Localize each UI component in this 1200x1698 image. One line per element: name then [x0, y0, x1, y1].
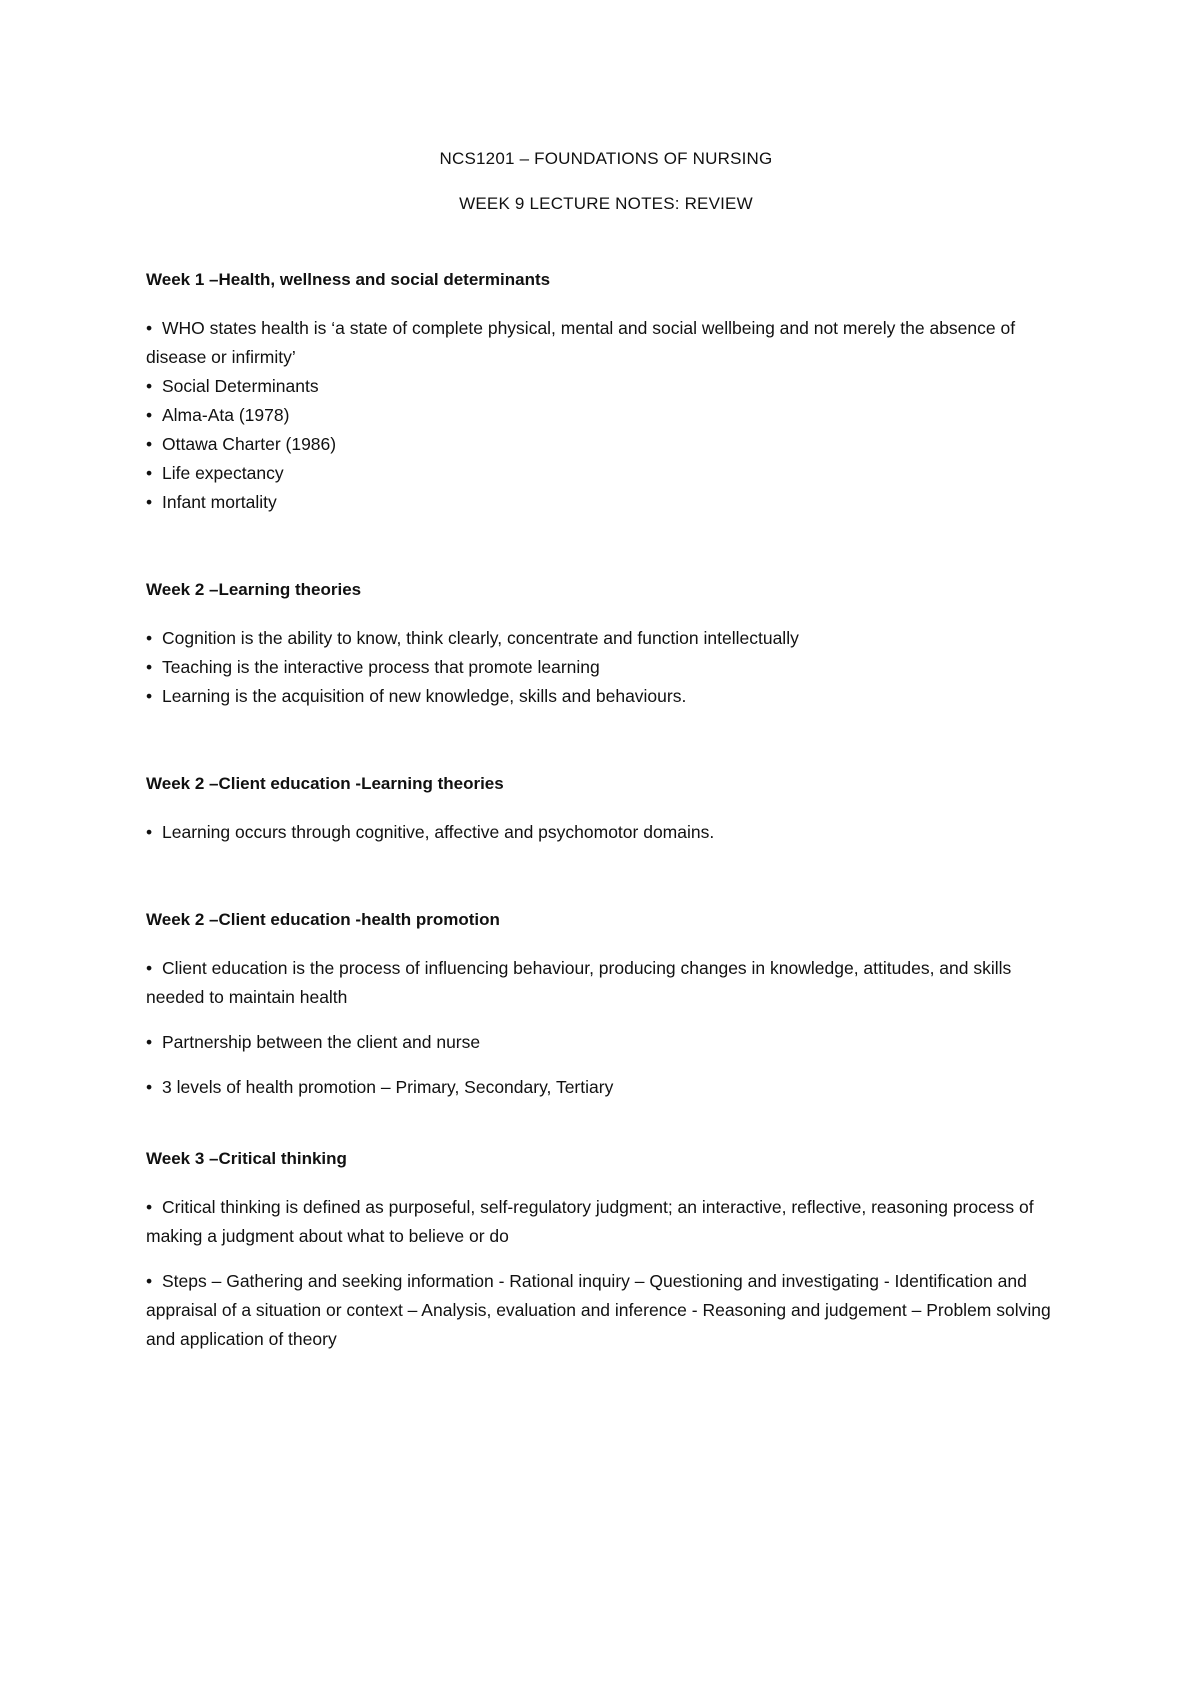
bullet-icon: • — [146, 376, 153, 396]
list-item-text: Ottawa Charter (1986) — [162, 434, 337, 454]
document-content — [146, 148, 1066, 1370]
bullet-icon: • — [146, 628, 153, 648]
list-item — [146, 430, 1066, 459]
list-item — [146, 314, 1066, 372]
list-item — [146, 1028, 1066, 1057]
list-item-text: Partnership between the client and nurse — [162, 1032, 481, 1052]
bullet-list — [146, 1193, 1066, 1354]
list-item-text: Alma-Ata (1978) — [162, 405, 290, 425]
list-item — [146, 372, 1066, 401]
bullet-list — [146, 954, 1066, 1102]
bullet-list — [146, 624, 1066, 711]
section-heading: Week 2 –Client education -health promotion — [146, 910, 500, 929]
section-week2-client-education-learning — [146, 773, 1066, 847]
list-item — [146, 1193, 1066, 1251]
list-item-text: Social Determinants — [162, 376, 319, 396]
bullet-icon: • — [146, 1271, 153, 1291]
bullet-icon: • — [146, 1197, 153, 1217]
list-item — [146, 624, 1066, 653]
list-item — [146, 818, 1066, 847]
list-item — [146, 954, 1066, 1012]
section-heading: Week 2 –Client education -Learning theories — [146, 774, 504, 793]
section-week3-critical-thinking — [146, 1148, 1066, 1354]
bullet-icon: • — [146, 434, 153, 454]
list-item — [146, 401, 1066, 430]
bullet-icon: • — [146, 1077, 153, 1097]
list-item-text: Infant mortality — [162, 492, 277, 512]
list-item — [146, 488, 1066, 517]
bullet-icon: • — [146, 463, 153, 483]
list-item — [146, 459, 1066, 488]
list-item-text: Learning occurs through cognitive, affective and psychomotor domains. — [162, 822, 715, 842]
section-week1-health — [146, 269, 1066, 517]
bullet-list — [146, 818, 1066, 847]
list-item-text: Steps – Gathering and seeking information - Rational inquiry – Questioning and investigating - Identification and appraisal of a situation or context – Analysis, evaluation and inference - Reasoning and judgement – Problem solving and application of theory — [146, 1271, 1051, 1349]
list-item — [146, 653, 1066, 682]
bullet-icon: • — [146, 686, 153, 706]
list-item — [146, 1073, 1066, 1102]
bullet-icon: • — [146, 318, 153, 338]
bullet-icon: • — [146, 405, 153, 425]
list-item-text: Cognition is the ability to know, think clearly, concentrate and function intellectually — [162, 628, 799, 648]
list-item-text: Client education is the process of influencing behaviour, producing changes in knowledge, attitudes, and skills needed to maintain health — [146, 958, 1012, 1007]
list-item — [146, 1267, 1066, 1354]
section-heading: Week 1 –Health, wellness and social determinants — [146, 270, 551, 289]
list-item-text: Teaching is the interactive process that promote learning — [162, 657, 600, 677]
bullet-list — [146, 314, 1066, 517]
list-item-text: 3 levels of health promotion – Primary, Secondary, Tertiary — [162, 1077, 614, 1097]
list-item-text: Critical thinking is defined as purposeful, self-regulatory judgment; an interactive, reflective, reasoning process of making a judgment about what to believe or do — [146, 1197, 1034, 1246]
bullet-icon: • — [146, 657, 153, 677]
section-week2-learning-theories — [146, 579, 1066, 711]
section-heading: Week 3 –Critical thinking — [146, 1149, 347, 1168]
section-heading: Week 2 –Learning theories — [146, 580, 362, 599]
bullet-icon: • — [146, 1032, 153, 1052]
section-week2-health-promotion — [146, 909, 1066, 1102]
bullet-icon: • — [146, 958, 153, 978]
list-item-text: Life expectancy — [162, 463, 284, 483]
bullet-icon: • — [146, 822, 153, 842]
list-item-text: Learning is the acquisition of new knowledge, skills and behaviours. — [162, 686, 687, 706]
bullet-icon: • — [146, 492, 153, 512]
document-title: NCS1201 – FOUNDATIONS OF NURSING — [439, 149, 773, 168]
document-subtitle: WEEK 9 LECTURE NOTES: REVIEW — [459, 194, 753, 213]
list-item-text: WHO states health is ‘a state of complete physical, mental and social wellbeing and not merely the absence of disease or infirmity’ — [146, 318, 1016, 367]
list-item — [146, 682, 1066, 711]
